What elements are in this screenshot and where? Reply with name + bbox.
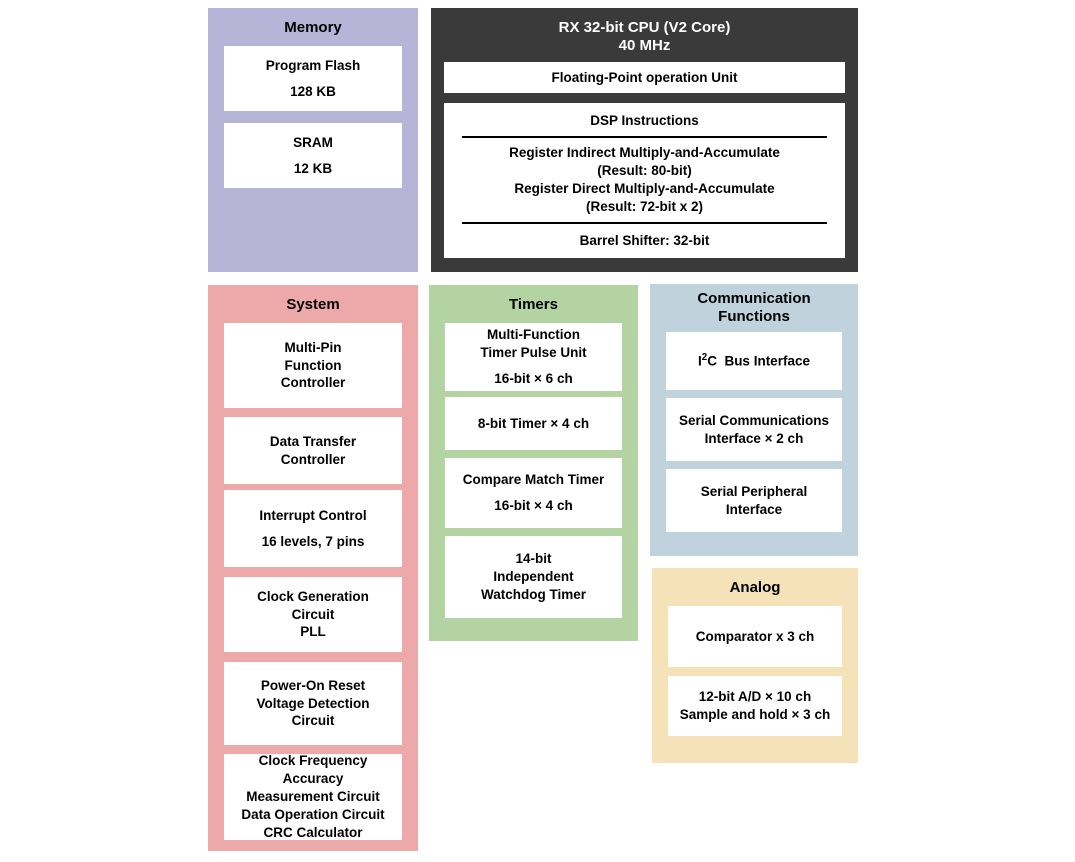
serial-peripheral-interface-box: Serial Peripheral Interface — [666, 469, 842, 532]
analog-title: Analog — [729, 579, 781, 596]
clock-frequency-accuracy-box: Clock Frequency Accuracy Measurement Circuit Data Operation Circuit CRC Calculator — [224, 754, 402, 840]
sram-box: SRAM 12 KB — [224, 123, 402, 188]
barrel-shifter-label: Barrel Shifter: 32-bit — [579, 232, 710, 248]
timers-block — [429, 285, 638, 641]
power-on-reset-box: Power-On Reset Voltage Detection Circuit — [224, 662, 402, 745]
comparator-box: Comparator x 3 ch — [668, 606, 842, 667]
system-block — [208, 285, 418, 851]
8bit-timer-box: 8-bit Timer × 4 ch — [445, 397, 622, 450]
floating-point-unit-box: Floating-Point operation Unit — [444, 62, 845, 93]
data-transfer-controller-box: Data Transfer Controller — [224, 417, 402, 484]
i2c-bus-interface-box — [666, 332, 842, 390]
clock-generation-box: Clock Generation Circuit PLL — [224, 577, 402, 652]
adc-box: 12-bit A/D × 10 ch Sample and hold × 3 ch — [668, 676, 842, 736]
dsp-instructions-box — [444, 103, 845, 258]
program-flash-box: Program Flash 128 KB — [224, 46, 402, 111]
interrupt-control-box: Interrupt Control 16 levels, 7 pins — [224, 490, 402, 567]
analog-block — [652, 568, 858, 763]
multi-pin-function-controller-box: Multi-Pin Function Controller — [224, 323, 402, 408]
communication-block — [650, 284, 858, 556]
memory-block — [208, 8, 418, 272]
memory-title: Memory — [284, 19, 342, 36]
dsp-mac-lines: Register Indirect Multiply-and-Accumulate (Result: 80-bit) Register Direct Multiply-and-Accumulate (Result: 72-bit x 2) — [509, 144, 780, 214]
i2c-label: $I^2C$ Bus Interface — [698, 351, 810, 369]
mtu-box: Multi-Function Timer Pulse Unit 16-bit × 6 ch — [445, 323, 622, 391]
divider — [462, 222, 827, 224]
system-title: System — [286, 296, 340, 313]
serial-communications-interface-box: Serial Communications Interface × 2 ch — [666, 398, 842, 461]
compare-match-timer-box: Compare Match Timer 16-bit × 4 ch — [445, 458, 622, 528]
cpu-title: RX 32-bit CPU (V2 Core) 40 MHz — [558, 19, 731, 54]
dsp-header: DSP Instructions — [590, 113, 699, 128]
timers-title: Timers — [509, 296, 558, 313]
cpu-block — [431, 8, 858, 272]
watchdog-timer-box: 14-bit Independent Watchdog Timer — [445, 536, 622, 618]
divider — [462, 136, 827, 138]
communication-title: Communication Functions — [697, 290, 811, 325]
